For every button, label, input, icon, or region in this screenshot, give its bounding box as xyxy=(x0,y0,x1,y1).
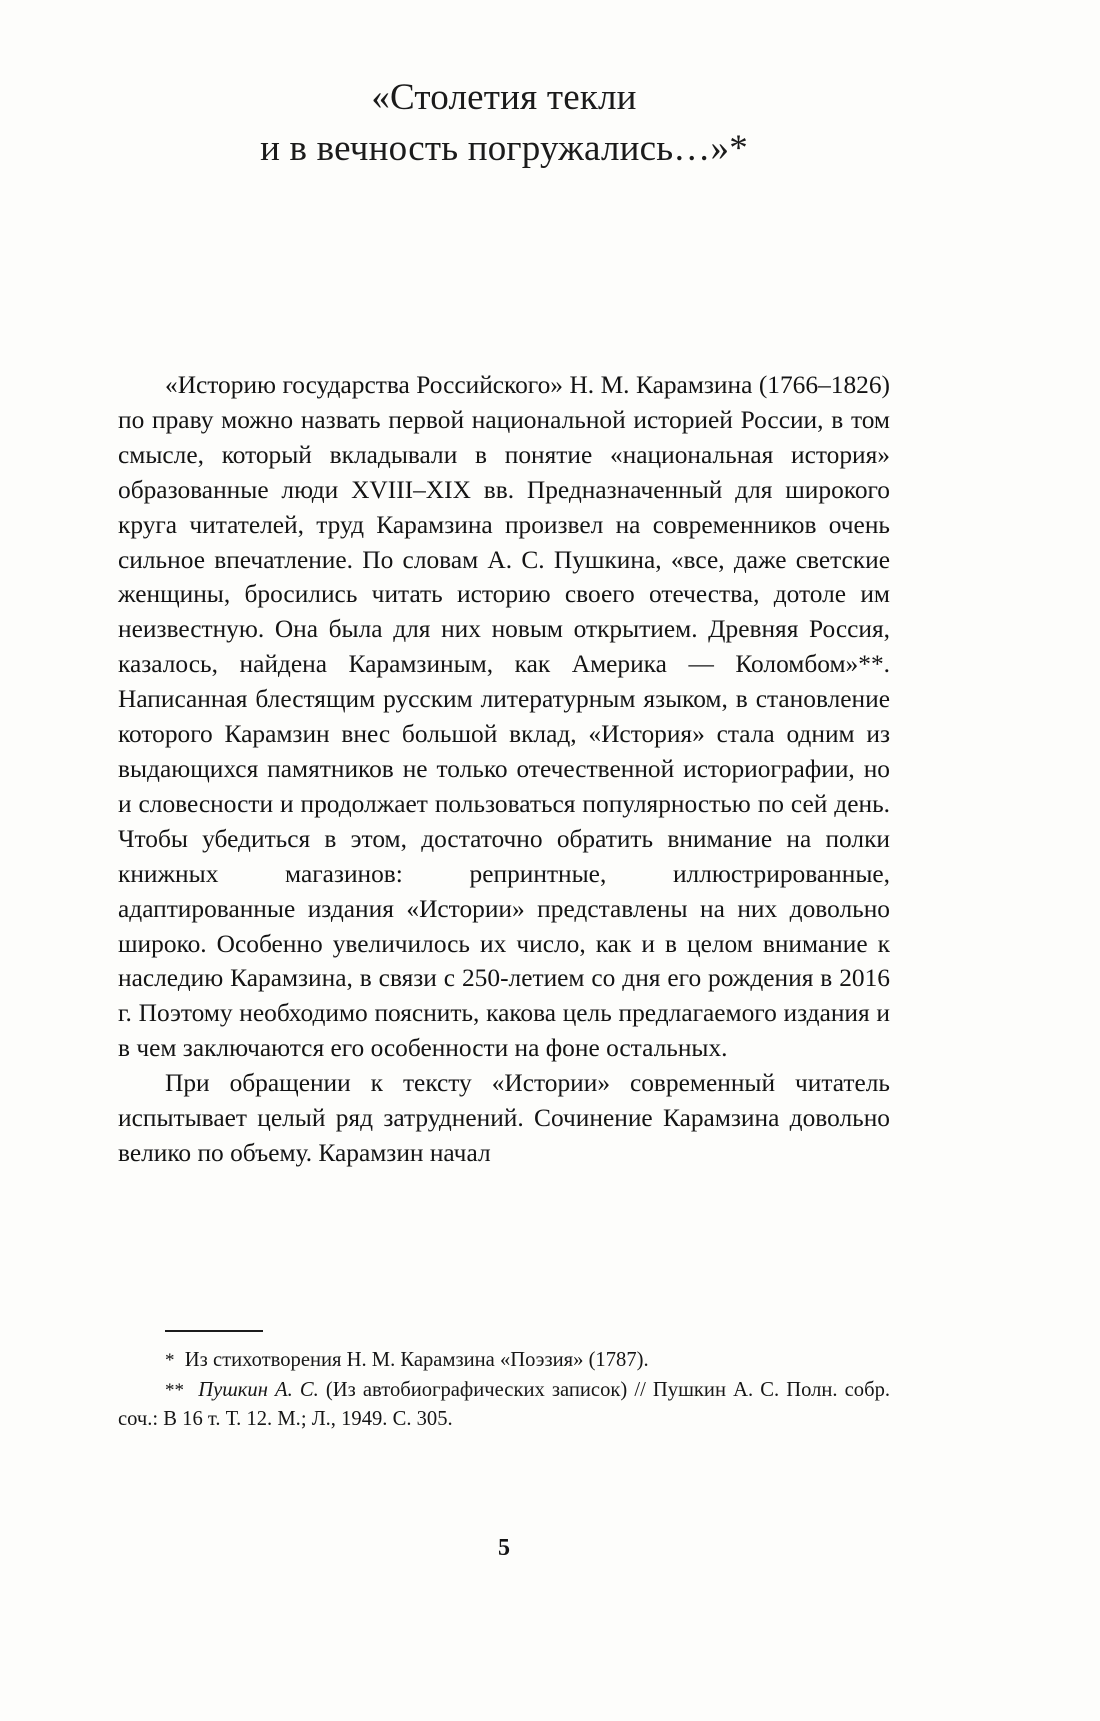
footnote-area xyxy=(118,1330,890,1433)
page-number: 5 xyxy=(498,1535,510,1561)
title-line-1: «Столетия текли xyxy=(371,77,637,118)
footnote-1-marker: * xyxy=(165,1350,175,1371)
footnote-2 xyxy=(118,1376,890,1433)
footnote-2-marker: ** xyxy=(165,1380,184,1401)
footnote-2-text: (Из автобиографических записок) // Пушкин А. С. Полн. собр. соч.: В 16 т. Т. 12. М.; Л., 1949. С. 305. xyxy=(118,1379,891,1430)
footnote-2-author: Пушкин А. С. xyxy=(198,1379,319,1401)
page-title xyxy=(118,0,890,174)
footnote-1 xyxy=(118,1346,890,1375)
footnote-separator-rule xyxy=(165,1330,263,1332)
paragraph-1: «Историю государства Российского» Н. М. Карамзина (1766–1826) по праву можно назвать первой национальной историей России, в том смысле, который вкладывали в понятие «национальная история» образованные люди XVIII–XIX вв. Предназначенный для широкого круга читателей, труд Карамзина произвел на современников очень сильное впечатление. По словам А. С. Пушкина, «все, даже светские женщины, бросились читать историю своего отечества, дотоле им неизвестную. Она была для них новым открытием. Древняя Россия, казалось, найдена Карамзиным, как Америка — Коломбом»**. Написанная блестящим русским литературным языком, в становление которого Карамзин внес большой вклад, «История» стала одним из выдающихся памятников не только отечественной историографии, но и словесности и продолжает пользоваться популярностью по сей день. Чтобы убедиться в этом, достаточно обратить внимание на полки книжных магазинов: репринтные, иллюстрированные, адаптированные издания «Истории» представлены на них довольно широко. Особенно увеличилось их число, как и в целом внимание к наследию Карамзина, в связи с 250-летием со дня его рождения в 2016 г. Поэтому необходимо пояснить, какова цель предлагаемого издания и в чем заключаются его особенности на фоне остальных. xyxy=(118,371,890,1063)
footnote-1-text: Из стихотворения Н. М. Карамзина «Поэзия» (1787). xyxy=(184,1349,649,1371)
page-text-block xyxy=(118,0,890,1721)
paragraph-2: При обращении к тексту «Истории» современный читатель испытывает целый ряд затруднений. Сочинение Карамзина довольно велико по объему. Карамзин начал xyxy=(118,1069,890,1167)
title-line-2: и в вечность погружались…»* xyxy=(260,128,748,170)
body-text xyxy=(118,368,890,1171)
